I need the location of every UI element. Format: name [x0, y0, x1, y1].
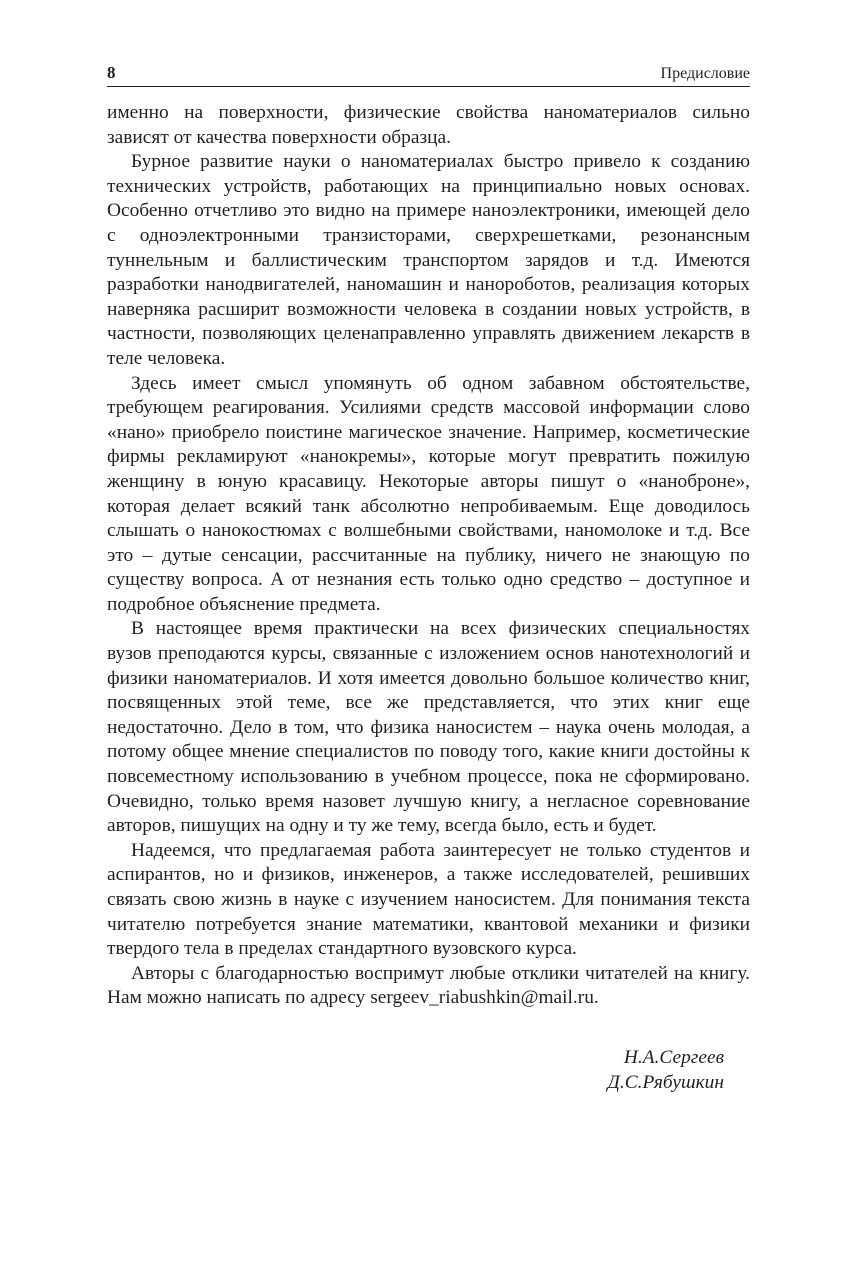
- author-name: Н.А.Сергеев: [623, 1046, 724, 1068]
- paragraph-continuation: именно на поверхности, физические свойства наноматериалов сильно зависят от качества поверхности образца.: [107, 102, 750, 148]
- paragraph-feedback-contact: Авторы с благодарностью воспримут любые отклики читателей на книгу. Нам можно написать по адресу sergeev_riabushkin@mail.ru.: [107, 962, 750, 1009]
- running-head: [107, 58, 750, 87]
- author-name: Д.С.Рябушкин: [607, 1071, 724, 1093]
- author-signature: [107, 1045, 750, 1095]
- page: [107, 58, 750, 1095]
- page-number: 8: [107, 63, 116, 82]
- paragraph-target-audience: Надеемся, что предлагаемая работа заинтересует не только студентов и аспирантов, но и физиков, инженеров, а также исследователей, решивших связать свою жизнь в науке с изучением наносистем. Для понимания текста читателю потребуется знание математики, квантовой механики и физики твердого тела в пределах стандартного вузовского курса.: [107, 839, 750, 960]
- paragraph-nanotech-devices: Бурное развитие науки о наноматериалах быстро привело к созданию технических устройств, работающих на принципиально новых основах. Особенно отчетливо это видно на примере наноэлектроники, имеющей дело с одноэлектронными транзисторами, сверхрешетками, резонансным туннельным и баллистическим транспортом зарядов и т.д. Имеются разработки нанодвигателей, наномашин и нанороботов, реализация которых наверняка расширит возможности человека в создании новых устройств, в частности, позволяющих целенаправленно управлять движением лекарств в теле человека.: [107, 151, 750, 369]
- body-text: [107, 101, 750, 1011]
- paragraph-nano-hype: Здесь имеет смысл упомянуть об одном забавном обстоятельстве, требующем реагирования. Усилиями средств массовой информации слово «нано» приобрело поистине магическое значение. Например, косметические фирмы рекламируют «нанокремы», которые могут превратить пожилую женщину в юную красавицу. Некоторые авторы пишут о «наноброне», которая делает всякий танк абсолютно непробиваемым. Еще доводилось слышать о нанокостюмах с волшебными свойствами, наномолоке и т.д. Все это – дутые сенсации, рассчитанные на публику, ничего не знающую по существу вопроса. А от незнания есть только одно средство – доступное и подробное объяснение предмета.: [107, 372, 750, 615]
- paragraph-university-courses: В настоящее время практически на всех физических специальностях вузов преподаются курсы, связанные с изложением основ нанотехнологий и физики наноматериалов. И хотя имеется довольно большое количество книг, посвященных этой теме, все же представляется, что этих книг еще недостаточно. Дело в том, что физика наносистем – наука очень молодая, а потому общее мнение специалистов по поводу того, какие книги достойны к повсеместному использованию в учебном процессе, пока не сформировано. Очевидно, только время назовет лучшую книгу, а негласное соревнование авторов, пишущих на одну и ту же тему, всегда было, есть и будет.: [107, 618, 750, 837]
- section-title: Предисловие: [660, 65, 750, 82]
